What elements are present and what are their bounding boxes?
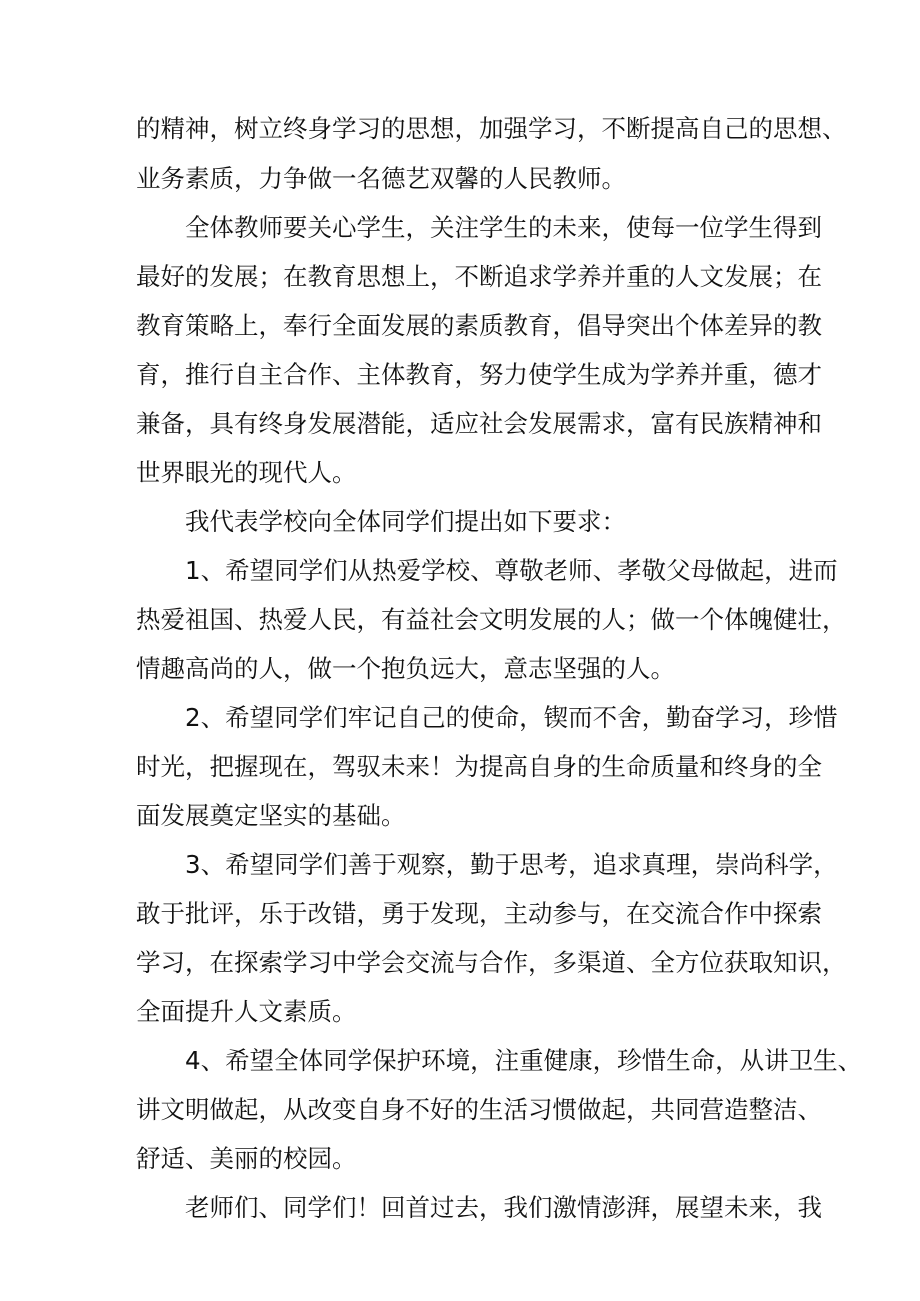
- text-line: 1、希望同学们从热爱学校、尊敬老师、孝敬父母做起，进而: [185, 556, 838, 585]
- text-line: 世界眼光的现代人。: [136, 458, 357, 487]
- text-line: 业务素质，力争做一名德艺双馨的人民教师。: [136, 164, 626, 193]
- text-line: 3、希望同学们善于观察，勤于思考，追求真理，崇尚科学，: [185, 850, 838, 879]
- text-line: 讲文明做起，从改变自身不好的生活习惯做起，共同营造整洁、: [136, 1095, 822, 1124]
- text-line: 2、希望同学们牢记自己的使命，锲而不舍，勤奋学习，珍惜: [185, 703, 838, 732]
- text-line: 最好的发展；在教育思想上，不断追求学养并重的人文发展；在: [136, 262, 822, 291]
- text-line: 育，推行自主合作、主体教育，努力使学生成为学养并重，德才: [136, 360, 822, 389]
- text-line: 全体教师要关心学生，关注学生的未来，使每一位学生得到: [185, 213, 822, 242]
- text-line: 教育策略上，奉行全面发展的素质教育，倡导突出个体差异的教: [136, 311, 822, 340]
- text-line: 敢于批评，乐于改错，勇于发现，主动参与，在交流合作中探索: [136, 899, 822, 928]
- text-line: 老师们、同学们！回首过去，我们激情澎湃，展望未来，我: [185, 1193, 822, 1222]
- text-line: 兼备，具有终身发展潜能，适应社会发展需求，富有民族精神和: [136, 409, 822, 438]
- text-line: 热爱祖国、热爱人民，有益社会文明发展的人；做一个体魄健壮，: [136, 605, 847, 634]
- text-line: 的精神，树立终身学习的思想，加强学习，不断提高自己的思想、: [136, 114, 847, 143]
- text-line: 4、希望全体同学保护环境，注重健康，珍惜生命，从讲卫生、: [185, 1046, 863, 1075]
- text-line: 我代表学校向全体同学们提出如下要求：: [185, 507, 626, 536]
- text-line: 面发展奠定坚实的基础。: [136, 801, 406, 830]
- text-line: 时光，把握现在，驾驭未来！为提高自身的生命质量和终身的全: [136, 752, 822, 781]
- text-line: 舒适、美丽的校园。: [136, 1144, 357, 1173]
- text-line: 情趣高尚的人，做一个抱负远大，意志坚强的人。: [136, 654, 675, 683]
- text-line: 全面提升人文素质。: [136, 997, 357, 1026]
- text-line: 学习，在探索学习中学会交流与合作，多渠道、全方位获取知识，: [136, 948, 847, 977]
